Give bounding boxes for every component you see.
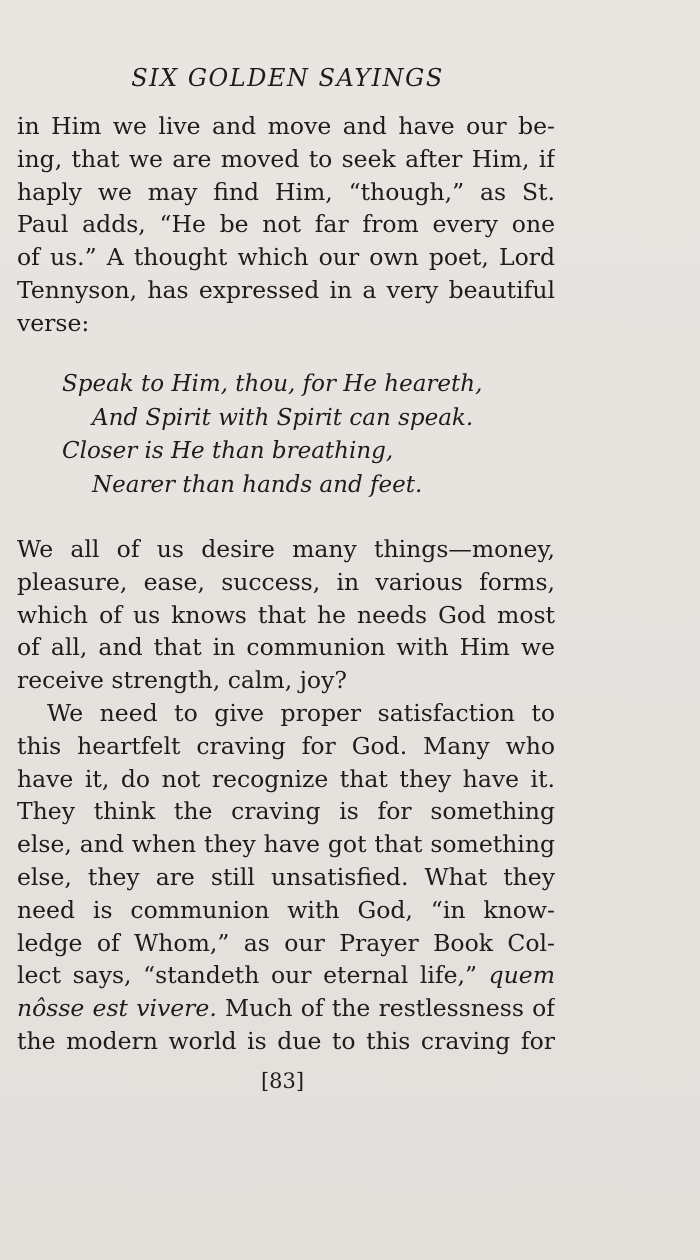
text-line: this heartfelt craving for God. Many who — [17, 731, 555, 760]
text-line: need is communion with God, “in know- — [17, 895, 555, 924]
text-line: else, they are still unsatisfied. What they — [17, 862, 555, 891]
text-line: ledge of Whom,” as our Prayer Book Col- — [17, 928, 555, 957]
text-line: else, and when they have got that something — [17, 830, 555, 859]
latin-phrase: nôsse est vivere. — [17, 994, 217, 1023]
paragraph-1 — [17, 110, 555, 340]
text-line: haply we may find Him, “though,” as St. — [17, 177, 555, 206]
text-line: of all, and that in communion with Him we — [17, 633, 555, 662]
text-line — [17, 992, 555, 1025]
text-line: receive strength, calm, joy? — [17, 666, 347, 695]
text-run: Much of the restlessness of — [216, 994, 555, 1023]
text-line: We all of us desire many things—money, — [17, 535, 555, 563]
text-line: of us.” A thought which our own poet, Lord — [17, 243, 555, 272]
text-line: the modern world is due to this craving for — [17, 1026, 555, 1055]
text-line: in Him we live and move and have our be- — [17, 112, 555, 140]
poem-line: And Spirit with Spirit can speak. — [92, 404, 474, 431]
text-run: lect says, “standeth our eternal life,” — [17, 961, 489, 990]
running-head: SIX GOLDEN SAYINGS — [131, 64, 444, 92]
text-line — [17, 959, 555, 992]
poem-line: Nearer than hands and feet. — [92, 471, 423, 498]
text-line: verse: — [17, 308, 90, 337]
paragraph-2 — [17, 533, 555, 697]
text-line: have it, do not recognize that they have it. — [17, 764, 555, 793]
latin-phrase: quem — [488, 961, 555, 990]
text-line: Tennyson, has expressed in a very beautiful — [17, 275, 555, 304]
text-line: pleasure, ease, success, in various forms, — [17, 567, 555, 596]
paragraph-3 — [17, 697, 555, 1058]
page-number: [83] — [260, 1069, 305, 1093]
text-line: which of us knows that he needs God most — [17, 600, 555, 629]
poem-line: Speak to Him, thou, for He heareth, — [62, 371, 483, 397]
text-line: Paul adds, “He be not far from every one — [17, 210, 555, 239]
poem-line: Closer is He than breathing, — [62, 438, 394, 464]
poem-quote — [17, 368, 537, 502]
text-line: We need to give proper satisfaction to — [47, 699, 555, 727]
text-line: They think the craving is for something — [17, 797, 555, 826]
text-line: ing, that we are moved to seek after Him, if — [17, 144, 555, 173]
